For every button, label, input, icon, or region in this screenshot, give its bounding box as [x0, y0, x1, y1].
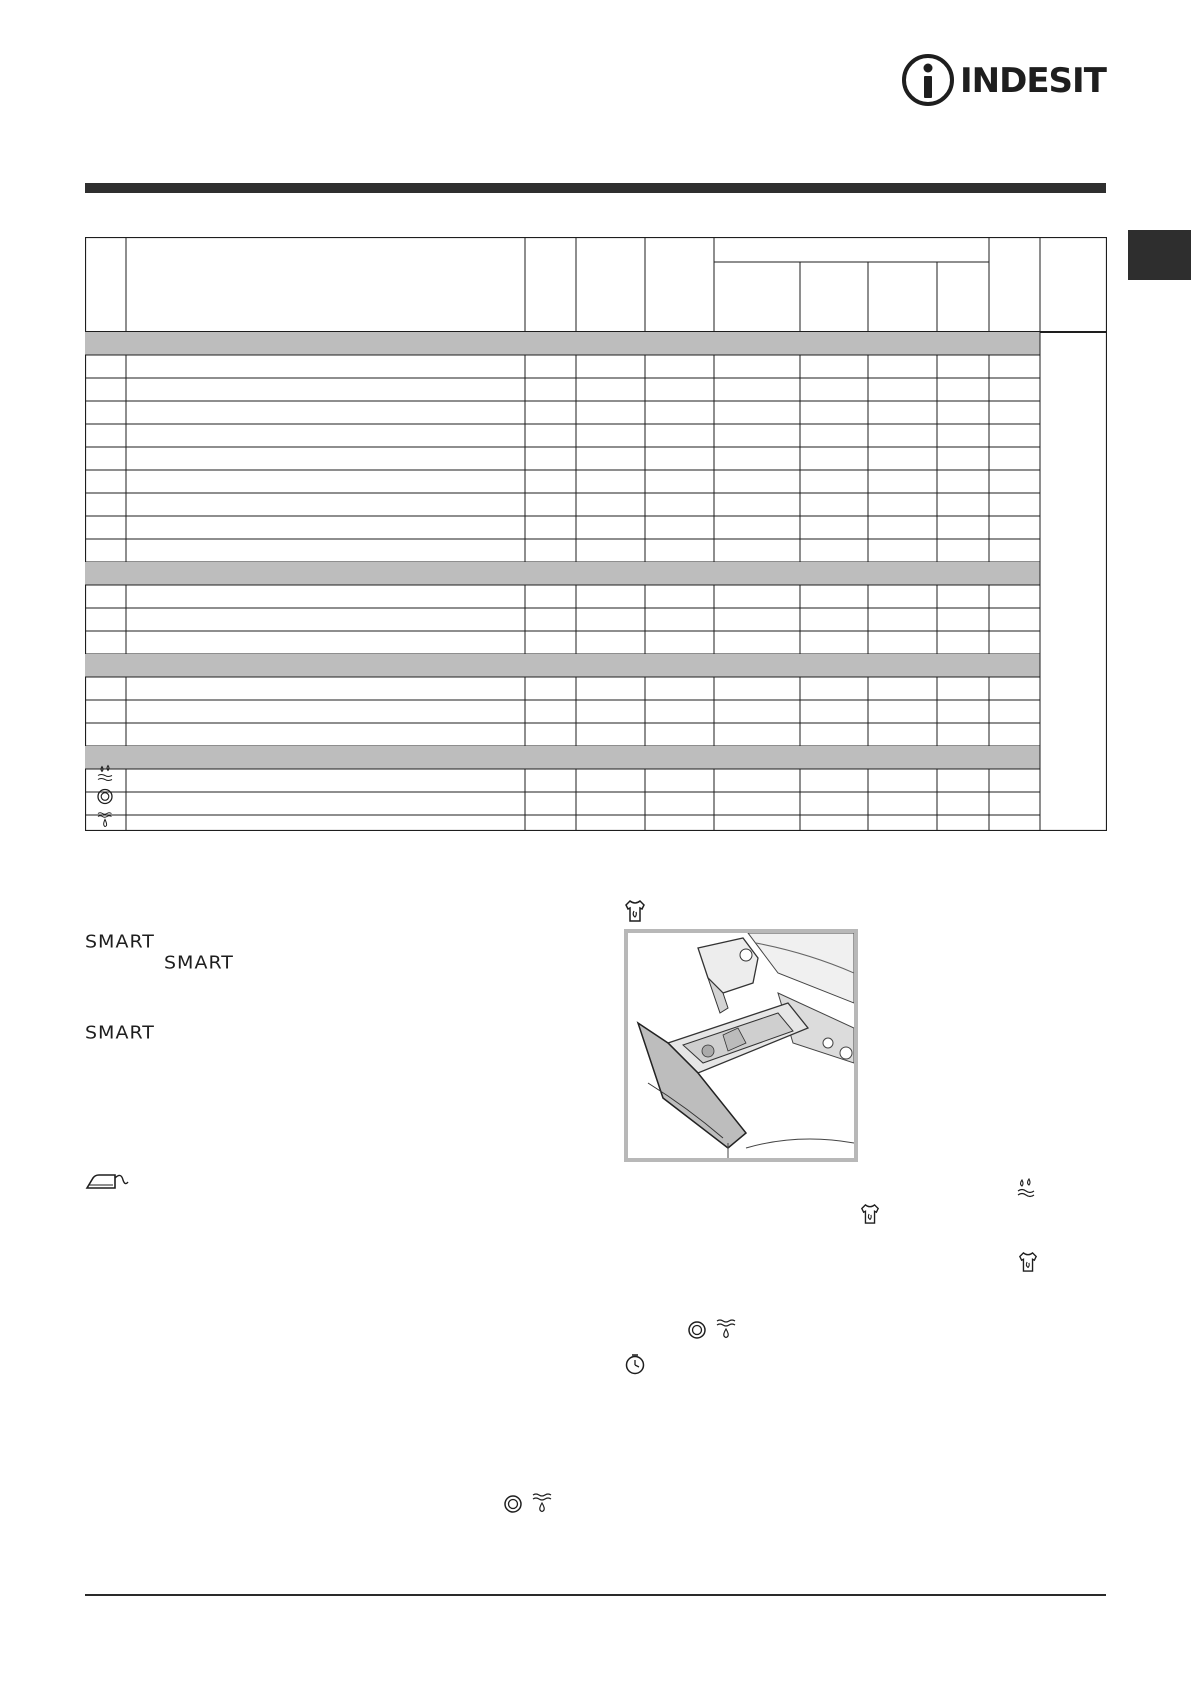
brand-wordmark: INDESIT — [960, 61, 1106, 101]
group-row — [85, 562, 1040, 585]
smart-label: SMART — [85, 931, 155, 953]
footer-rule — [85, 1594, 1106, 1596]
spin-icon-left — [503, 1494, 523, 1514]
smart-label-inline: SMART — [164, 952, 234, 974]
drain-icon-right — [715, 1318, 737, 1340]
indesit-i-logo-icon — [900, 52, 958, 110]
group-row — [85, 332, 1040, 355]
header-bar — [85, 183, 1106, 193]
shirt-detergent-icon-inline — [860, 1203, 880, 1225]
table-border — [86, 238, 1107, 831]
rinse-icon-right — [1016, 1178, 1036, 1198]
detergent-drawer-illustration — [624, 929, 858, 1162]
iron-icon — [85, 1170, 129, 1192]
timer-icon — [624, 1353, 646, 1375]
indesit-logo — [900, 52, 1106, 110]
drain-icon-left — [531, 1492, 553, 1514]
smart-label-second: SMART — [85, 1022, 155, 1044]
group-row — [85, 746, 1040, 769]
group-row — [85, 654, 1040, 677]
language-tab — [1128, 230, 1191, 280]
programme-table-grid — [85, 237, 1107, 831]
shirt-detergent-icon-second — [1018, 1251, 1038, 1273]
shirt-detergent-icon — [624, 899, 646, 923]
spin-icon-right — [687, 1320, 707, 1340]
programme-table — [85, 237, 1107, 831]
